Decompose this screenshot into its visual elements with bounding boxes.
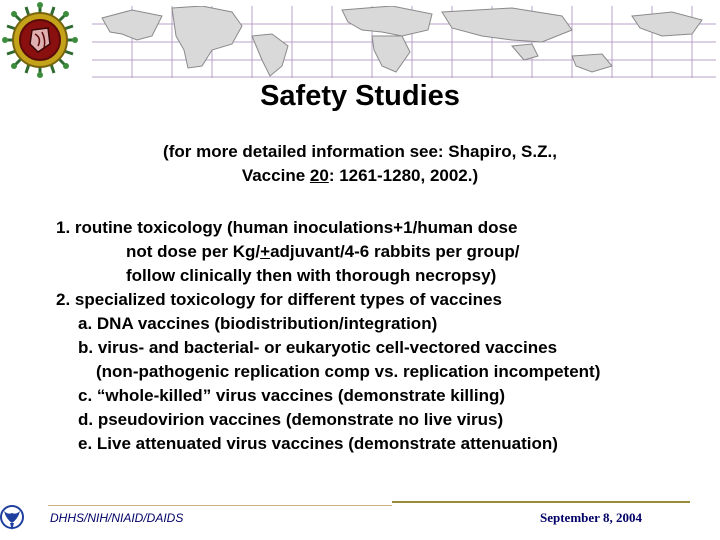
- list-item-2e: e. Live attenuated virus vaccines (demonstrate attenuation): [78, 434, 558, 453]
- footer-date: September 8, 2004: [540, 510, 642, 525]
- footer-divider-left: [48, 505, 392, 506]
- list-item-2c: c. “whole-killed” virus vaccines (demonstrate killing): [78, 386, 506, 405]
- list-item-1-dose-text: not dose per Kg/: [126, 242, 261, 261]
- list-item-1-line-1: 1. routine toxicology (human inoculations+1/human dose: [56, 218, 518, 237]
- list-item-1-line-2: [126, 240, 519, 264]
- list-item-2b-line-1: b. virus- and bacterial- or eukaryotic cell-vectored vaccines: [78, 338, 558, 357]
- citation-pages: : 1261-1280, 2002.): [328, 166, 479, 185]
- citation-line-2: [120, 164, 600, 188]
- citation-line-1: (for more detailed information see: Shapiro, S.Z.,: [163, 142, 557, 161]
- list-item-1-adjuvant-text: adjuvant/4-6 rabbits per group/: [270, 242, 520, 261]
- list-item-2a: a. DNA vaccines (biodistribution/integration): [78, 314, 438, 333]
- world-map-banner-icon: [92, 6, 716, 78]
- list-item-1-line-3: follow clinically then with thorough necropsy): [126, 266, 497, 285]
- footer-divider-right: [392, 501, 690, 503]
- citation: [120, 140, 600, 188]
- list-item-2b-line-2: (non-pathogenic replication comp vs. replication incompetent): [96, 362, 601, 381]
- slide-title: Safety Studies: [260, 80, 460, 112]
- citation-journal: Vaccine: [241, 166, 310, 185]
- list-item-2: 2. specialized toxicology for different types of vaccines: [56, 290, 502, 309]
- list-item-2d: d. pseudovirion vaccines (demonstrate no live virus): [78, 410, 504, 429]
- virus-icon: [2, 2, 78, 78]
- plus-minus-sign: +: [260, 242, 271, 261]
- hhs-eagle-icon: [0, 503, 24, 533]
- footer-organization: DHHS/NIH/NIAID/DAIDS: [50, 511, 184, 525]
- citation-volume: 20: [309, 166, 329, 185]
